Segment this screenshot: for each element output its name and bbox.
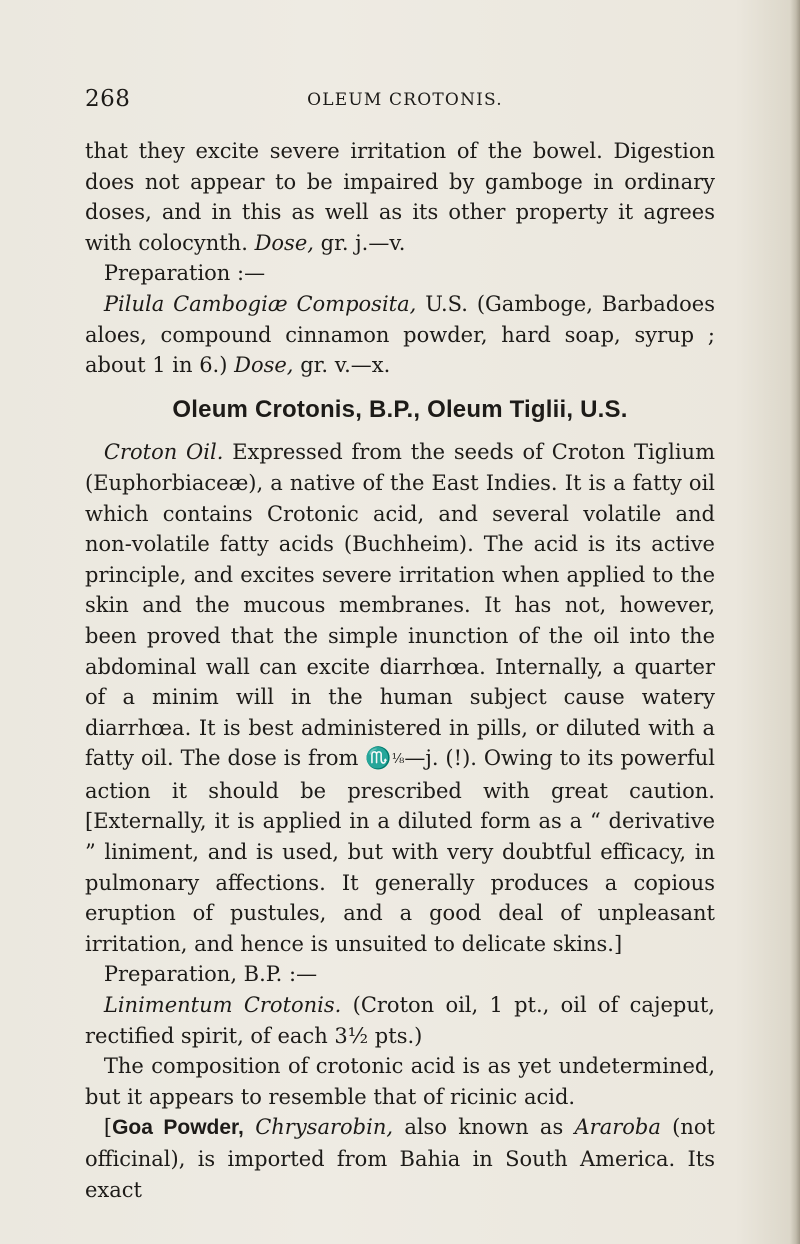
running-head: OLEUM CROTONIS. xyxy=(307,90,503,110)
paragraph-croton-oil: Croton Oil. Expressed from the seeds of Croton Tiglium (Euphorbiaceæ), a native of the East Indies. It is a fatty oil which contains Crotonic acid, and several volatile and non-volatile fatty acids (Buchheim). The acid is its active principle, and excites severe irritation when applied to the skin and the mucous membranes. It has not, however, been proved that the simple inunction of the oil into the abdominal wall can excite diarrhœa. Internally, a quarter of a minim will in the human subject cause watery diarrhœa. It is best administered in pills, or diluted with a fatty oil. The dose is from ♏⅛—j. (!). Owing to its powerful action it should be prescribed with great caution. [Externally, it is applied in a diluted form as a “ derivative ” liniment, and is used, but with very doubtful efficacy, in pulmonary affections. It generally produces a copious eruption of pustules, and a good deal of unpleasant irritation, and hence is unsuited to delicate skins.] xyxy=(85,440,715,956)
alt-name: Chrysarobin, xyxy=(255,1115,394,1140)
paragraph-gamboge-effects: that they excite severe irritation of the bowel. Digestion does not appear to be impaired by gamboge in ordinary doses, and in this as well as its other property it agrees with colocynth. Dose, gr. j.—v. xyxy=(85,139,715,255)
lead-term: Croton Oil. xyxy=(103,440,224,465)
dose-value: gr. v.—x. xyxy=(300,353,391,378)
minim-symbol: ♏ xyxy=(365,746,392,771)
alt-name: Araroba xyxy=(574,1115,661,1140)
dose-fraction: ⅛ xyxy=(391,752,405,768)
preparation-entry: Linimentum Crotonis. (Croton oil, 1 pt., oil of cajeput, rectified spirit, of each 3½ pts.) xyxy=(85,993,715,1048)
preparation-name: Pilula Cambogiæ Composita, xyxy=(103,291,417,316)
preparation-label: Preparation, B.P. :— xyxy=(103,962,318,987)
page-body xyxy=(85,136,715,1205)
paragraph-goa-powder: [Goa Powder, Chrysarobin, also known as Araroba (not officinal), is imported from Bahia in South America. Its exact xyxy=(85,1115,715,1202)
page-header xyxy=(85,86,725,114)
preparation-name: Linimentum Crotonis. xyxy=(103,993,342,1018)
section-heading: Oleum Crotonis, B.P., Oleum Tiglii, U.S. xyxy=(172,395,628,423)
paragraph-crotonic-acid: The composition of crotonic acid is as yet undetermined, but it appears to resemble that of ricinic acid. xyxy=(85,1054,715,1109)
preparation-label: Preparation :— xyxy=(103,261,266,286)
dose-label: Dose, xyxy=(234,353,294,378)
dose-value: gr. j.—v. xyxy=(320,230,406,255)
goa-powder-term: Goa Powder, xyxy=(112,1116,244,1140)
page-number: 268 xyxy=(85,86,131,112)
page-edge-shadow xyxy=(790,0,800,1244)
dose-label: Dose, xyxy=(254,230,314,255)
preparation-entry: Pilula Cambogiæ Composita, U.S. (Gamboge, Barbadoes aloes, compound cinnamon powder, hard soap, syrup ; about 1 in 6.) Dose, gr. v.—x. xyxy=(85,291,716,378)
